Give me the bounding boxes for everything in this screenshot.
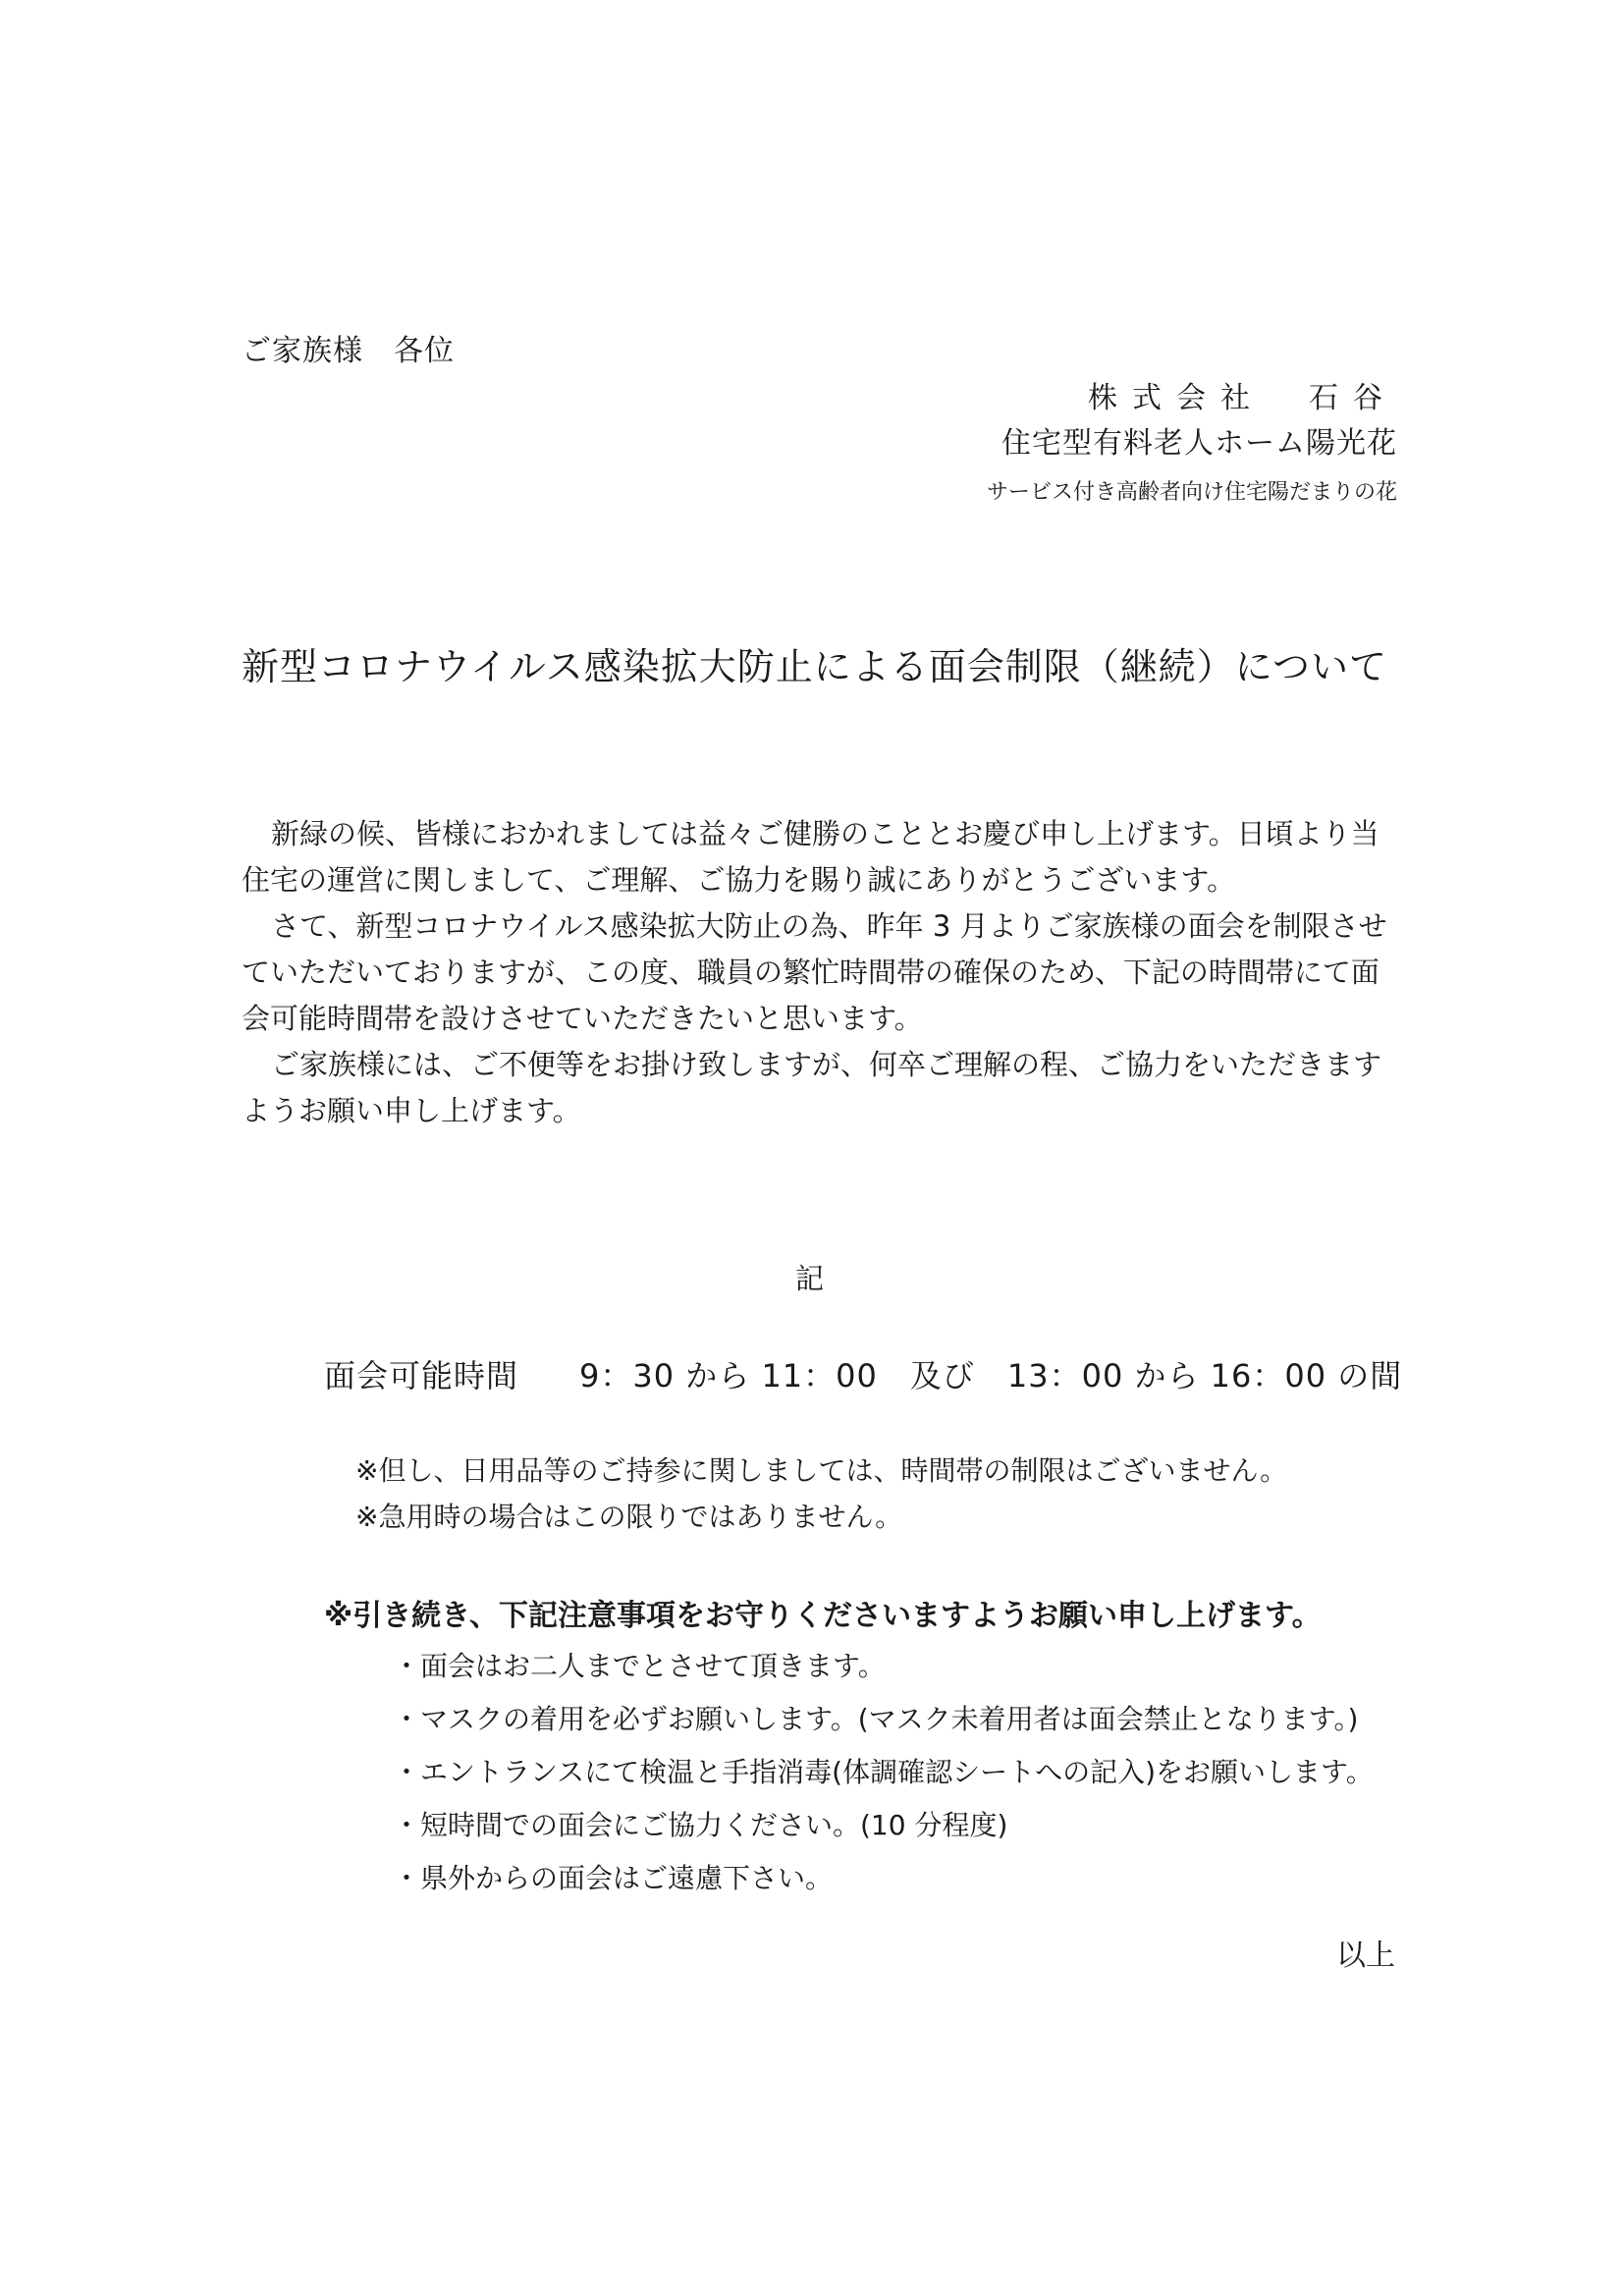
request-item: ・県外からの面会はご遠慮下さい。 — [393, 1862, 834, 1894]
sender-facility-1: 住宅型有料老人ホーム陽光花 — [1001, 426, 1397, 461]
requests-heading: ※引き続き、下記注意事項をお守りくださいますようお願い申し上げます。 — [324, 1599, 1322, 1633]
notes — [355, 1448, 1287, 1540]
body-paragraph-2: さて、新型コロナウイルス感染拡大防止の為、昨年 3 月よりご家族様の面会を制限させていただいておりますが、この度、職員の繁忙時間帯の確保のため、下記の時間帯にて面会可能時間帯を設けさせていただきたいと思います。 — [242, 909, 1387, 1035]
closing-mark: 以上 — [1336, 1939, 1395, 1973]
request-item: ・短時間での面会にご協力ください。(10 分程度) — [393, 1809, 1008, 1841]
ki-marker: 記 — [795, 1262, 825, 1295]
addressee: ご家族様 各位 — [242, 334, 455, 368]
note-item: ※急用時の場合はこの限りではありません。 — [355, 1501, 903, 1533]
body-paragraph-1: 新緑の候、皆様におかれましては益々ご健勝のこととお慶び申し上げます。日頃より当住宅の運営に関しまして、ご理解、ご協力を賜り誠にありがとうございます。 — [242, 817, 1380, 897]
request-item: ・面会はお二人までとさせて頂きます。 — [393, 1650, 886, 1682]
note-item: ※但し、日用品等のご持参に関しましては、時間帯の制限はございません。 — [355, 1454, 1288, 1487]
body-text — [242, 811, 1400, 1134]
visiting-hours-label: 面会可能時間 — [324, 1357, 519, 1394]
request-item: ・エントランスにて検温と手指消毒(体調確認シートへの記入)をお願いします。 — [393, 1756, 1374, 1788]
visiting-hours — [324, 1351, 1402, 1396]
request-item: ・マスクの着用を必ずお願いします。(マスク未着用者は面会禁止となります。) — [393, 1703, 1359, 1735]
sender-facility-2: サービス付き高齢者向け住宅陽だまりの花 — [986, 480, 1397, 505]
sender-company: 株式会社 石谷 — [1088, 381, 1397, 415]
visiting-hours-value: 9：30 から 11：00 及び 13：00 から 16：00 の間 — [579, 1357, 1403, 1394]
body-paragraph-3: ご家族様には、ご不便等をお掛け致しますが、何卒ご理解の程、ご協力をいただきますようお願い申し上げます。 — [242, 1048, 1382, 1127]
document-title: 新型コロナウイルス感染拡大防止による面会制限（継続）について — [242, 645, 1387, 688]
requests-list — [393, 1640, 1374, 1905]
